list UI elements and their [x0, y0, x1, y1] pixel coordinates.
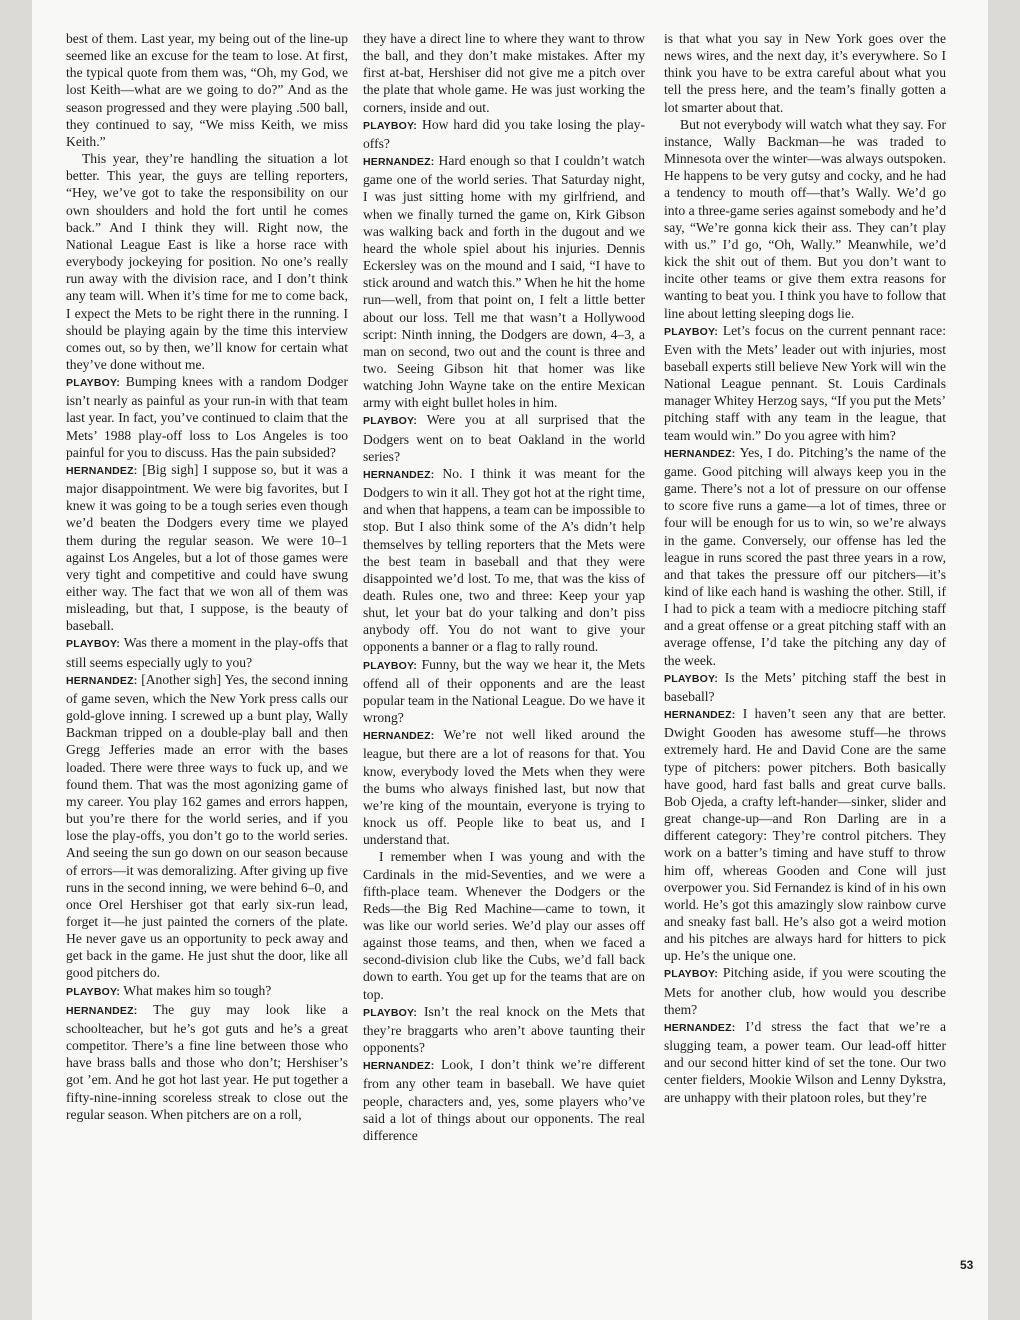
paragraph-text: Bumping knees with a random Dodger isn’t nearly as painful as your run-in with that team last year. In fact, you’ve continued to claim that the Mets’ 1988 play-off loss to Los Angeles is too painful for you to discuss. Has the pain subsided? — [66, 374, 348, 460]
speaker-label: PLAYBOY: — [66, 638, 121, 651]
paragraph-text: Yes, I do. Pitching’s the name of the game. Good pitching will always keep you in the game. There’s not a lot of pressure on our offense to score five runs a game—a lot of times, three or four will be enough for us to win, so we’re always in the game. Conversely, our offense has led the league in runs scored the past three years in a row, and that takes the pressure off our pitchers—it’s kind of like each hand is washing the other. Still, if I had to pick a team with a mediocre pitching staff and a great offense or a great pitching staff with an average offense, I’d take the pitching any day of the week. — [664, 444, 946, 668]
paragraph-text: We’re not well liked around the league, but there are a lot of reasons for that. You know, everybody loved the Mets when they were the bums who always finished last, but now that we’re king of the mountain, everyone is trying to knock us off. People like to beat us, and I understand that. — [363, 727, 645, 848]
speaker-label: PLAYBOY: — [66, 377, 121, 390]
paragraph-text: I haven’t seen any that are better. Dwight Gooden has awesome stuff—he throws extremely hard. He and David Cone are the same type of pitchers: power pitchers. Both basically have good, hard fast balls and great curve balls. Bob Ojeda, a crafty left-hander—sinker, slider and great change-up—and Ron Darling are in a different category: They’re control pitchers. They work on a batter’s timing and have stuff to throw him off, whereas Gooden and Cone will just overpower you. Sid Fernandez is kind of in his own world. He’s got this amazingly slow rainbow curve and sneaky fast ball. He’s also got a weird motion and his pitches are always hard for hitters to pick up. He’s the unique one. — [664, 706, 946, 964]
speaker-label: HERNANDEZ: — [363, 730, 435, 743]
page-number: 53 — [960, 1258, 974, 1272]
paragraph — [664, 669, 946, 705]
speaker-label: PLAYBOY: — [363, 119, 418, 132]
paragraph-text: Were you at all surprised that the Dodgers went on to beat Oakland in the world series? — [363, 412, 645, 464]
speaker-label: PLAYBOY: — [363, 1006, 418, 1019]
paragraph — [363, 726, 645, 848]
paragraph — [363, 1003, 645, 1056]
speaker-label: HERNANDEZ: — [363, 1060, 435, 1073]
paragraph — [664, 444, 946, 669]
paragraph-text: No. I think it was meant for the Dodgers to win it all. They got hot at the right time, and when that happens, a team can be impossible to stop. But I also think some of the A’s didn’t help themselves by telling reporters that the Mets were the best team in baseball and that they were disappointed we’d lost. To me, that was the kiss of death. Rules one, two and three: Keep your yap shut, let your bat do your talking and don’t piss anybody off. You do not want to give your opponents a banner or a flag to rally round. — [363, 465, 645, 655]
paragraph — [363, 116, 645, 152]
paragraph-text: [Another sigh] Yes, the second inning of game seven, which the New York press calls our gold-glove inning. I screwed up a bunt play, Wally Backman tripped on a double-play ball and then Gregg Jefferies made an error with the bases loaded. There were three ways to fuck up, and we found them. That was the most agonizing game of my career. You play 162 games and errors happen, but you’re there for the world series, and if you lose the play-offs, you don’t go to the world series. And seeing the sun go down on our season because of errors—it was demoralizing. After giving up five runs in the second inning, we were behind 6–0, and once Orel Hershiser got that early six-run lead, forget it—he just painted the corners of the plate. He never gave us an opportunity to peck away and get back in the game. He just shut the door, like all good pitchers do. — [66, 671, 348, 981]
speaker-label: HERNANDEZ: — [66, 464, 138, 477]
paragraph — [363, 848, 645, 1002]
speaker-label: PLAYBOY: — [664, 968, 719, 981]
paragraph — [363, 465, 645, 656]
speaker-label: PLAYBOY: — [363, 659, 418, 672]
paragraph — [664, 1018, 946, 1106]
paragraph — [66, 150, 348, 373]
speaker-label: HERNANDEZ: — [664, 447, 736, 460]
paragraph-text: But not everybody will watch what they say. For instance, Wally Backman—he was traded to Minnesota over the winter—was always outspoken. He happens to be very gutsy and cocky, and he had a tendency to mouth off—that’s Wally. We’d go into a three-game series against somebody and he’d say, “We’re gonna kick their ass. They can’t play with us.” I’d go, “Oh, Wally.” Meanwhile, we’d kick the shit out of them. But you don’t want to incite other teams or give them extra reasons for wanting to beat you. I think you have to follow that line about letting sleeping dogs lie. — [664, 116, 946, 321]
paragraph — [664, 705, 946, 964]
speaker-label: HERNANDEZ: — [664, 709, 736, 722]
paragraph — [664, 116, 946, 322]
paragraph-text: Funny, but the way we hear it, the Mets offend all of their opponents and are the least popular team in the National League. Do we have it wrong? — [363, 656, 645, 726]
speaker-label: HERNANDEZ: — [66, 674, 138, 687]
paragraph — [363, 411, 645, 464]
paragraph-text: The guy may look like a schoolteacher, but he’s got guts and he’s a great competitor. There’s a fine line between those who have brass balls and those who don’t; Hershiser’s got ’em. And he got hot last year. He put together a fifty-nine-inning scoreless streak to close out the regular season. When pitchers are on a roll, — [66, 1001, 348, 1122]
speaker-label: PLAYBOY: — [664, 325, 719, 338]
speaker-label: PLAYBOY: — [66, 985, 121, 998]
paragraph-text: Hard enough so that I couldn’t watch game one of the world series. That Saturday night, I was just sitting home with my girlfriend, and when we finally turned the game on, Kirk Gibson was walking back and forth in the dugout and we heard the whole spiel about his injuries. Dennis Eckersley was on the mound and I said, “I have to stick around and watch this.” When he hit the home run—well, from that point on, I felt a little better about our loss. Tell me that wasn’t a Hollywood script: Ninth inning, the Dodgers are down, 4–3, a man on second, two out and the count is three and two. Seeing Gibson hit that homer was like watching John Wayne take on the entire Mexican army with eight bullet holes in him. — [363, 153, 645, 411]
paragraph — [664, 964, 946, 1017]
paragraph — [363, 152, 645, 411]
paragraph — [363, 1056, 645, 1144]
speaker-label: HERNANDEZ: — [66, 1004, 138, 1017]
paragraph-text: [Big sigh] I suppose so, but it was a major disappointment. We were big favorites, but I knew it was going to be a tough series even though we’d beaten the Dodgers every time we played them during the regular season. We were 10–1 against Los Angeles, but a lot of those games were very tight and competitive and could have swung either way. The fact that we won all of them was misleading, but that, I suppose, is the beauty of baseball. — [66, 461, 348, 634]
paragraph-text: Let’s focus on the current pennant race: Even with the Mets’ leader out with injuries, most baseball experts still believe New York will win the National League pennant. St. Louis Cardinals manager Whitey Herzog says, “If you put the Mets’ pitching staff with any team in the league, that team would win.” Do you agree with him? — [664, 322, 946, 443]
paragraph — [66, 1001, 348, 1123]
paragraph-text: Pitching aside, if you were scouting the Mets for another club, how would you describe them? — [664, 965, 946, 1017]
paragraph — [66, 671, 348, 982]
speaker-label: HERNANDEZ: — [664, 1021, 736, 1034]
paragraph-text: Look, I don’t think we’re different from any other team in baseball. We have quiet people, characters and, yes, some players who’ve said a lot of things about our opponents. The real difference — [363, 1057, 645, 1143]
text-column-1 — [66, 30, 348, 1123]
paragraph-text: I’d stress the fact that we’re a slugging team, a power team. Our lead-off hitter and our second hitter kind of set the tone. Our two center fielders, Mookie Wilson and Lenny Dykstra, are unhappy with their platoon roles, but they’re — [664, 1018, 946, 1105]
paragraph-text: How hard did you take losing the play-offs? — [363, 116, 645, 151]
paragraph-text: Was there a moment in the play-offs that still seems especially ugly to you? — [66, 635, 349, 670]
paragraph — [66, 30, 348, 150]
paragraph-text: they have a direct line to where they want to throw the ball, and they don’t make mistakes. After my first at-bat, Hershiser did not give me a pitch over the plate that whole game. He was just working the corners, inside and out. — [363, 31, 645, 115]
paragraph-text: What makes him so tough? — [123, 982, 272, 998]
magazine-page — [32, 0, 988, 1320]
speaker-label: PLAYBOY: — [363, 415, 418, 428]
speaker-label: PLAYBOY: — [664, 672, 719, 685]
paragraph — [664, 30, 946, 116]
speaker-label: HERNANDEZ: — [363, 156, 435, 169]
paragraph-text: This year, they’re handling the situation a lot better. This year, the guys are telling reporters, “Hey, we’ve got to take the responsibility on our own shoulders and hold the fort until he comes back.” And I think they will. Right now, the National League East is like a horse race with everybody jockeying for position. No one’s really run away with the division race, and I don’t think any team will. When it’s time for me to come back, I expect the Mets to be right there in the running. I should be playing again by the time this interview comes out, so by then, we’ll know for certain what they’ve done without me. — [66, 151, 348, 372]
paragraph — [363, 656, 645, 727]
paragraph-text: Isn’t the real knock on the Mets that they’re braggarts who aren’t above taunting their opponents? — [363, 1003, 645, 1056]
paragraph-text: I remember when I was young and with the Cardinals in the mid-Seventies, and we were a fifth-place team. Whenever the Dodgers or the Reds—the Big Red Machine—came to town, it was like our world series. We’d play our asses off against those teams, and then, when we faced a second-division club like the Cubs, we’d fall back down to earth. You get up for the teams that are on top. — [363, 849, 645, 1002]
text-column-2 — [363, 30, 645, 1144]
paragraph-text: is that what you say in New York goes over the news wires, and the next day, it’s everywhere. So I think you have to be extra careful about what you tell the press here, and the team’s finally gotten a lot smarter about that. — [664, 31, 946, 115]
paragraph — [363, 30, 645, 116]
paragraph-text: Is the Mets’ pitching staff the best in baseball? — [664, 669, 946, 704]
paragraph-text: best of them. Last year, my being out of the line-up seemed like an excuse for the team to lose. At first, the typical quote from them was, “Oh, my God, we lost Keith—what are we going to do?” And as the season progressed and they were playing .500 ball, they continued to say, “We miss Keith, we miss Keith.” — [66, 31, 348, 149]
paragraph — [664, 322, 946, 444]
paragraph — [66, 634, 348, 670]
text-column-3 — [664, 30, 946, 1106]
paragraph — [66, 461, 348, 635]
paragraph — [66, 982, 348, 1001]
paragraph — [66, 373, 348, 461]
speaker-label: HERNANDEZ: — [363, 468, 435, 481]
